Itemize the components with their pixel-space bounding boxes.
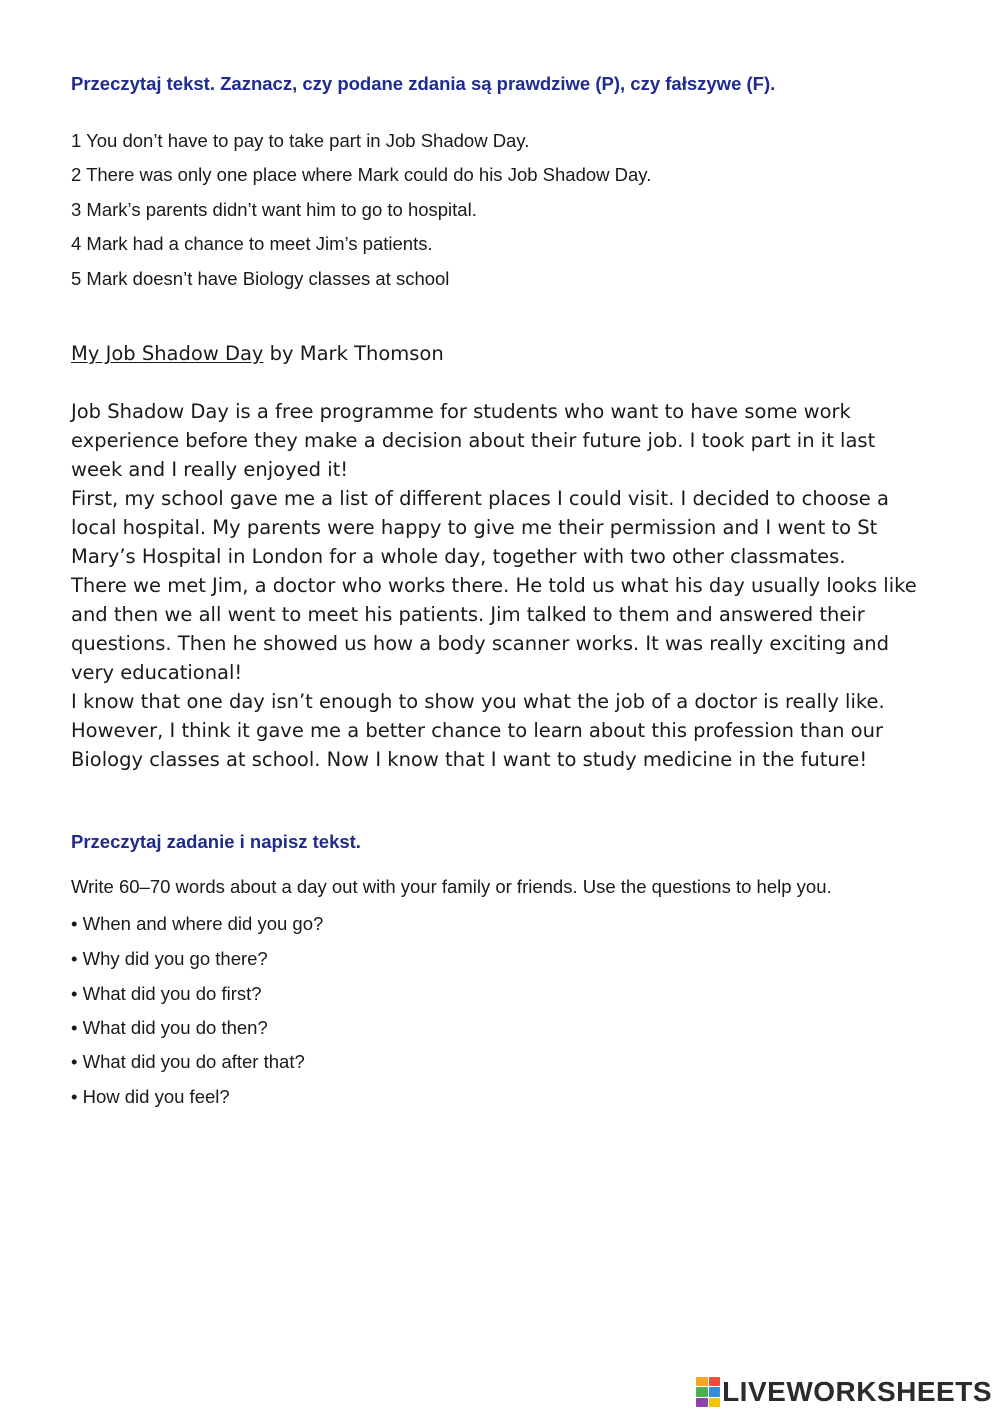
statement-4: 4 Mark had a chance to meet Jim’s patients.: [71, 233, 433, 254]
article-body: [71, 397, 931, 774]
article-title: [71, 340, 444, 368]
article-byline: by Mark Thomson: [263, 342, 444, 365]
statement-3: 3 Mark’s parents didn’t want him to go to hospital.: [71, 199, 477, 220]
statement-1: 1 You don’t have to pay to take part in Job Shadow Day.: [71, 130, 530, 151]
question-5: • What did you do after that?: [71, 1051, 305, 1072]
task1-instruction: Przeczytaj tekst. Zaznacz, czy podane zdania są prawdziwe (P), czy fałszywe (F).: [71, 73, 776, 94]
question-3: • What did you do first?: [71, 983, 262, 1004]
article-paragraph-2: First, my school gave me a list of different places I could visit. I decided to choose a local hospital. My parents were happy to give me their permission and I went to St Mary’s Hospital in London for a whole day, together with two other classmates.: [71, 487, 889, 568]
question-1: • When and where did you go?: [71, 913, 324, 934]
task2-prompt: Write 60–70 words about a day out with your family or friends. Use the questions to help you.: [71, 876, 832, 897]
question-2: • Why did you go there?: [71, 948, 268, 969]
article-title-main: My Job Shadow Day: [71, 342, 264, 365]
article-paragraph-3: There we met Jim, a doctor who works there. He told us what his day usually looks like and then we all went to meet his patients. Jim talked to them and answered their questions. Then he showed us how a body scanner works. It was really exciting and very educational!: [71, 574, 917, 684]
article-paragraph-4: I know that one day isn’t enough to show you what the job of a doctor is really like. However, I think it gave me a better chance to learn about this profession than our Biology classes at school. Now I know that I want to study medicine in the future!: [71, 690, 885, 771]
logo-text: LIVEWORKSHEETS: [722, 1376, 992, 1407]
statement-5: 5 Mark doesn’t have Biology classes at school: [71, 268, 450, 289]
liveworksheets-logo: [696, 1374, 992, 1410]
statement-2: 2 There was only one place where Mark could do his Job Shadow Day.: [71, 164, 652, 185]
task2-instruction: Przeczytaj zadanie i napisz tekst.: [71, 831, 361, 852]
question-6: • How did you feel?: [71, 1086, 230, 1107]
question-4: • What did you do then?: [71, 1017, 268, 1038]
liveworksheets-logo-icon: [696, 1377, 720, 1407]
article-paragraph-1: Job Shadow Day is a free programme for students who want to have some work experience before they make a decision about their future job. I took part in it last week and I really enjoyed it!: [71, 400, 876, 481]
